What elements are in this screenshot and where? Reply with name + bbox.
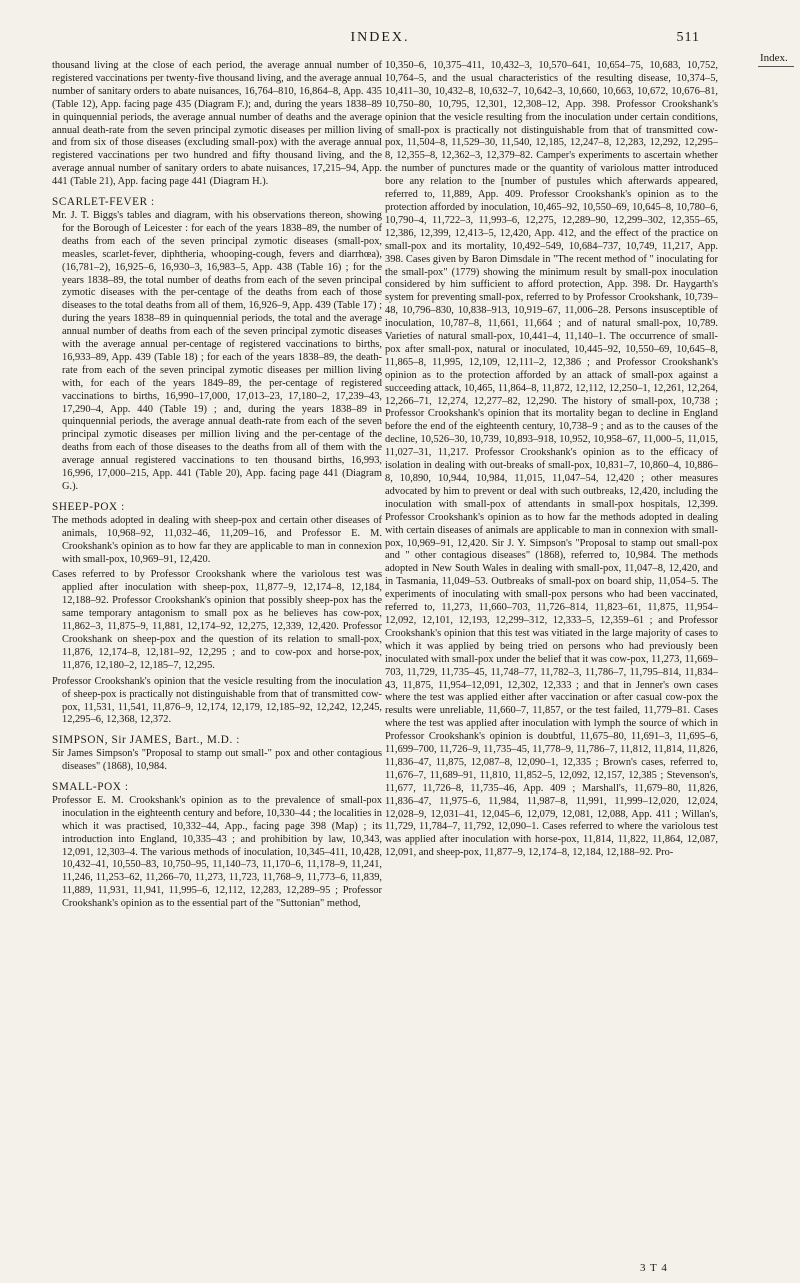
index-tab-rule (758, 66, 794, 67)
entry-sheep-pox-2: Cases referred to by Professor Crookshank where the variolous test was applied after inoculation with sheep-pox, 11,877–9, 12,174–8, 12,184, 12,188–92. Professor Crookshank's opinion that possibly sheep-pox has the same temporary antagonism to small pox as he believes has cow-pox, 11,862–3, 11,875–9, 11,881, 12,174–92, 12,275, 12,339, 12,420. Professor Crookshank on sheep-pox and the question of its relation to small-pox, 11,876, 12,174–8, 12,181–92, 12,295 ; and to cow-pox and horse-pox, 11,876, 12,180–2, 12,185–7, 12,295. (52, 569, 382, 671)
entry-small-pox-continued: 10,350–6, 10,375–411, 10,432–3, 10,570–641, 10,654–75, 10,683, 10,752, 10,764–5, and the usual characteristics of the resulting disease, 10,374–5, 10,411–30, 10,432–8, 10,632–7, 10,642–3, 10,660, 10,663, 10,672, 10,676–81, 10,750–80, 10,795, 12,301, 12,308–12, App. 398. Professor Crookshank's opinion that the vesicle resulting from the inoculation under certain conditions, of small-pox is practically not distinguishable from that of transmitted cow-pox, 11,504–8, 11,529–30, 11,540, 12,185, 12,247–8, 12,283, 12,292, 12,295–8, 12,355–8, 12,362–3, 12,379–82. Camper's experiments to ascertain whether the number of punctures made or the quantity of variolous matter introduced bore any relation to the [number of pustules which afterwards appeared, referred to, 11,889, App. 409. Professor Crookshank's opinion as to the protection afforded by inoculation, 10,465–92, 10,550–69, 10,645–8, 10,780–6, 10,790–4, 11,722–3, 11,993–6, 12,275, 12,289–90, 12,299–302, 12,355–65, 12,386, 12,399, 12,413–5, 12,420, App. 412, and the effect of the practice on small-pox and its mortality, 10,492–549, 10,684–737, 10,749, 11,217, App. 398. Cases given by Baron Dimsdale in "The recent method of " inoculating for the small-pox" (1779) showing the minimum result by small-pox inoculation considered by him sufficient to afford protection, App. 398. Dr. Haygarth's system for preventing small-pox, referred to by Professor Crookshank, 10,739–48, 10,796–830, 10,838–913, 10,919–67, 11,006–28. Persons insusceptible of inoculation, 10,787–8, 11,661, 11,664 ; and of natural small-pox, 10,789. Varieties of natural small-pox, 10,441–4, 11,140–1. The occurrence of small-pox after small-pox, natural or inoculated, 10,445–92, 10,550–69, 10,645–8, 11,865–8, 11,995, 12,109, 12,111–2, 12,386 ; and Professor Crookshank's opinion as to the protection afforded by an attack of small-pox against a succeeding attack, 10,465, 11,864–8, 11,872, 12,112, 12,250–1, 12,261, 12,264, 12,266–71, 12,274, 12,277–82, 12,290. The history of small-pox, 10,738 ; Professor Crookshank's opinion that its mortality began to decline in England before the end of the eighteenth century, 10,738–9 ; and as to the causes of the decline, 10,526–30, 10,739, 10,893–918, 10,952, 10,958–67, 11,000–5, 11,015, 11,027–31, 11,217. Professor Crookshank's opinion as to the efficacy of isolation in dealing with out-breaks of small-pox, 10,831–7, 10,860–4, 10,886–8, 10,890, 10,944, 10,984, 11,015, 11,047–54, 12,420 ; other measures advocated by him to prevent or deal with such outbreaks, 12,420, including the inoculation with small-pox of attendants in small-pox hospitals, 12,399. Professor Crookshank's opinion as to how far the methods adopted in dealing with certain diseases of animals are applicable to man in connexion with small-pox, 10,969–91, 12,420. Sir J. Y. Simpson's "Proposal to stamp out small-pox and " other contagious diseases" (1868), referred to, 10,984. The methods adopted in New South Wales in dealing with small-pox, 11,047–8, 12,420, and in Tasmania, 11,049–53. Outbreaks of small-pox on board ship, 11,054–5. The experiments of inoculating with small-pox persons who had been vaccinated, referred to, 11,273, 11,660–703, 11,726–814, 11,823–61, 11,875, 11,954–12,092, 12,101, 12,193, 12,299–312, 12,333–5, 12,359–61 ; and Professor Crookshank's opinion that this test was vitiated in the large majority of cases to which it was applied by being tried on persons who had previously been inoculated with small-pox under the belief that it was cow-pox, 11,273, 11,669–703, 11,729, 11,735–45, 11,748–77, 11,782–3, 11,786–7, 11,795–814, 11,834–43, 11,875, 11,954–12,091, 12,302, 12,333 ; and that in Jenner's own cases where the test was applied either after vaccination or after casual cow-pox the results were unreliable, 11,660–7, 11,857, or the test failed, 11,779–81. Cases where the test was applied after inoculation with lymph the source of which in Professor Crookshank's opinion is doubtful, 11,675–80, 11,691–3, 11,695–6, 11,699–700, 11,726–9, 11,735–45, 11,778–9, 11,786–7, 11,812, 11,814, 11,826, 11,836–47, 11,875, 12,087–8, 12,090–1, 12,335 ; Brown's cases, referred to, 11,676–7, 11,689–91, 11,810, 11,852–5, 12,092, 12,157, 12,385 ; Stevenson's, 11,677, 11,726–8, 11,735–46, App. 409 ; Marshall's, 11,679–80, 11,826, 11,836–47, 11,975–6, 11,984, 11,987–8, 11,991, 11,999–12,020, 12,024, 12,028–9, 12,031–41, 12,045–6, 12,079, 12,081, 12,088, App. 411 ; Willan's, 11,729, 11,784–7, 11,792, 12,090–1. Cases referred to where the variolous test was applied after inoculation with horse-pox, 11,814, 11,822, 11,864, 12,087, 12,091, and sheep-pox, 11,877–9, 12,174–8, 12,184, 12,188–92. Pro- (385, 60, 718, 859)
left-column (52, 60, 382, 914)
signature-mark: 3 T 4 (640, 1262, 668, 1274)
entry-simpson: Sir James Simpson's "Proposal to stamp out small-" pox and other contagious diseases" (1868), 10,984. (52, 748, 382, 773)
heading-scarlet-fever: SCARLET-FEVER : (52, 196, 155, 209)
heading-small-pox: SMALL-POX : (52, 781, 129, 794)
right-column (385, 60, 718, 863)
entry-sheep-pox-1: The methods adopted in dealing with sheep-pox and certain other diseases of animals, 10,968–92, 11,032–46, 11,209–16, and Professor E. M. Crookshank's opinion as to how far they are applicable to man in connexion with small-pox, 10,969–91, 12,420. (52, 514, 382, 565)
running-title: INDEX. (350, 30, 410, 45)
page-number: 511 (676, 30, 700, 45)
running-head (60, 30, 700, 54)
index-tab-label: Index. (760, 52, 788, 64)
entry-scarlet-fever: Mr. J. T. Biggs's tables and diagram, with his observations thereon, showing for the Borough of Leicester : for each of the years 1838–89, the number of deaths from each of the seven principal zymotic diseases (small-pox, measles, scarlet-fever, diphtheria, whooping-cough, fevers and diarrhœa), (16,781–2), 16,925–6, 16,930–3, 16,983–5, App. 438 (Table 16) ; for the years 1838–89, the total number of deaths from each of the seven principal zymotic diseases with the per-centage of the deaths from each of those diseases to the total deaths from all of them, 16,926–9, App. 439 (Table 17) ; during the years 1838–89 in quinquennial periods, the total and the average annual number of deaths from each of the seven principal zymotic diseases with the average annual per-centage of registered vaccinations to births, 16,933–89, App. 439 (Table 18) ; for each of the years 1838–89, the death-rate from each of the seven principal zymotic diseases per million living with, for each of the years 1849–89, the per-centage of registered vaccinations to births, 16,990–17,000, 17,013–23, 17,180–2, 17,239–43, 17,290–4, App. 440 (Table 19) ; and, during the years 1838–89 in quinquennial periods, the average annual death-rate from each of the seven principal zymotic diseases per million living and the per-centage of the deaths from each of those diseases to the deaths from all of them with the average annual registered vaccinations to ten thousand births, 16,993, 16,996, 17,000–215, App. 441 (Table 20), App. facing page 441 (Diagram G.). (52, 209, 382, 492)
entry-small-pox: Professor E. M. Crookshank's opinion as to the prevalence of small-pox inoculation in the eighteenth century and before, 10,330–44 ; the localities in which it was practised, 10,332–44, App., facing page 398 (Map) ; its introduction into England, 10,335–43 ; and prohibition by law, 10,343, 12,091, 12,303–4. The various methods of inoculation, 10,345–411, 10,428, 10,432–41, 10,550–83, 10,750–95, 11,140–73, 11,170–6, 11,178–9, 11,241, 11,246, 11,253–62, 11,266–70, 11,273, 11,723, 11,768–9, 11,773–6, 11,839, 11,889, 11,931, 11,941, 11,995–6, 12,112, 12,283, 12,289–95 ; Professor Crookshank's opinion as to the essential part of the "Suttonian" method, (52, 794, 382, 910)
heading-simpson-title: Sir JAMES, Bart., M.D. : (111, 734, 240, 747)
continued-entry: thousand living at the close of each period, the average annual number of registered vaccinations per twenty-five thousand living, and the average annual number of sanitary orders to abate nuisances, 16,764–810, 16,864–8, App. 435 (Table 12), App. facing page 435 (Diagram F.); and, during the years 1838–89 in quinquennial periods, the average annual number of deaths and the average annual death-rate from the seven principal zymotic diseases per million living and from six of those diseases (excluding small-pox) with the average annual registered vaccinations per two hundred and fifty thousand living, and the average annual number of sanitary orders to abate nuisances, 17,215–94, App. 441 (Table 21), App. facing page 441 (Diagram H.). (52, 60, 382, 188)
heading-sheep-pox: SHEEP-POX : (52, 500, 125, 513)
heading-simpson-name: SIMPSON, (52, 734, 109, 747)
heading-simpson (52, 734, 382, 747)
entry-sheep-pox-3: Professor Crookshank's opinion that the vesicle resulting from the inoculation of sheep-pox is practically not distinguishable from that of transmitted cow-pox, 11,531, 11,541, 11,876–9, 12,174, 12,179, 12,185–92, 12,242, 12,245, 12,295–6, 12,368, 12,372. (52, 675, 382, 726)
